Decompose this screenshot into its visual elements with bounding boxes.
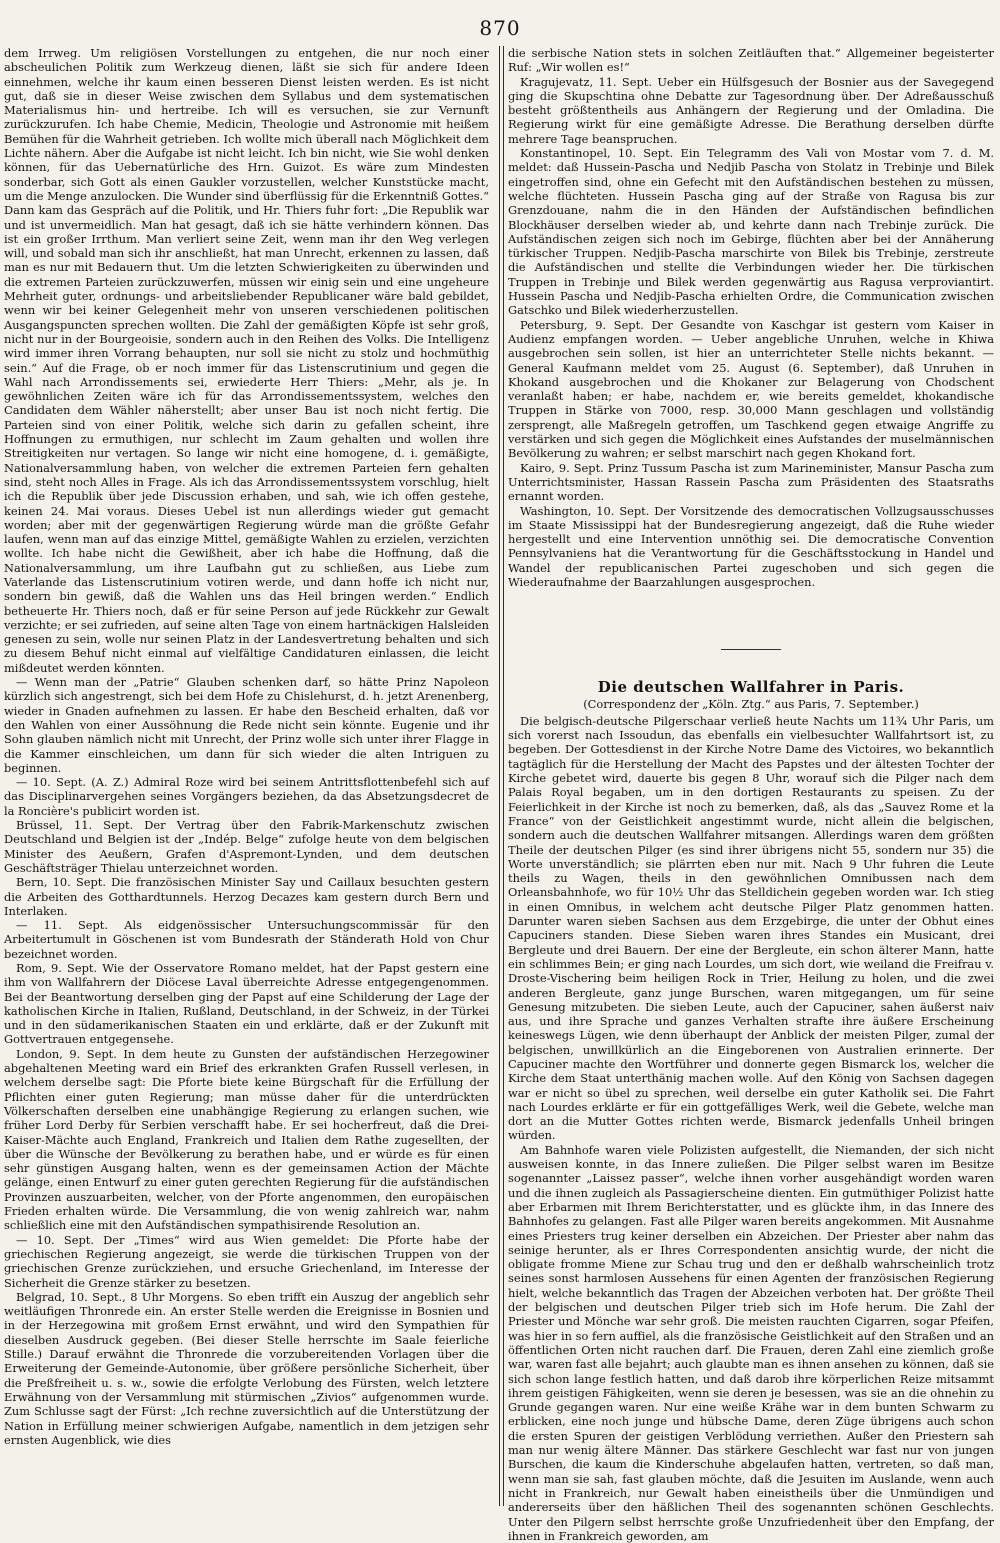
- page-number: 870: [479, 16, 521, 40]
- right-column: [508, 46, 994, 1543]
- news-item-kragujevatz: Kragujevatz, 11. Sept. Ueber ein Hülfsgesuch der Bosnier aus der Savegegend ging die Skupschtina ohne Debatte zur Tagesordnung über. Der Adreßausschuß besteht größtentheils aus Anhängern der Regierung und der Omladina. Die Regierung wirkt für eine gemäßigte Adresse. Die Berathung derselben dürfte mehrere Tage beanspruchen.: [508, 74, 994, 146]
- article-paragraph: — 11. Sept. Als eidgenössischer Untersuchungscommissär für den Arbeitertumult in Göschenen ist vom Bundesrath der Ständerath Hold von Chur bezeichnet worden.: [4, 918, 489, 961]
- article-separator: [721, 649, 781, 650]
- news-item-kairo: Kairo, 9. Sept. Prinz Tussum Pascha ist zum Marineminister, Mansur Pascha zum Unterrichtsminister, Hassan Rassein Pascha zum Präsidenten des Staatsraths ernannt worden.: [508, 460, 994, 504]
- news-item-belgrade: Belgrad, 10. Sept., 8 Uhr Morgens. So eben trifft ein Auszug der angeblich sehr weitläufigen Thronrede ein. An erster Stelle werden die Ereignisse in Bosnien und in der Herzegowina mit großem Ernst erwähnt, und wird den Sympathien für dieselben Ausdruck gegeben. (Bei dieser Stelle herrschte im Saale feierliche Stille.) Darauf erwähnt die Thronrede die vorzubereitenden Vorlagen über die Erweiterung der Gemeinde-Autonomie, über größere persönliche Sicherheit, über die Preßfreiheit u. s. w., sowie die erfolgte Verlobung des Fürsten, welch letztere Erwähnung von der Versammlung mit stürmischen „Zivios“ aufgenommen wurde. Zum Schlusse sagt der Fürst: „Ich rechne zuversichtlich auf die Unterstützung der Nation in Erfüllung meiner schwierigen Aufgabe, namentlich in dem jetzigen sehr ernsten Augenblick, wie dies: [4, 1289, 489, 1447]
- news-item-london: London, 9. Sept. In dem heute zu Gunsten der aufständischen Herzegowiner abgehaltenen Meeting ward ein Brief des erkrankten Grafen Russell verlesen, in welchem derselbe sagt: Die Pforte biete keine Bürgschaft für die Erfüllung der Pflichten einer guten Regierung; man müsse daher für die unterdrückten Völkerschaften derselben eine unabhängige Regierung zu erlangen suchen, wie früher Lord Derby für Serbien verschafft habe. Er sei hocherfreut, daß die Drei-Kaiser-Mächte auch England, Frankreich und Italien dem Rathe zugesellten, der über die Wünsche der Bevölkerung zu berathen habe, und er würde es für einen sehr günstigen Ausgang halten, wenn es der gemeinsamen Action der Mächte gelänge, einen Entwurf zu einer guten gerechten Regierung für die aufständischen Provinzen auszuarbeiten, welcher, von der Pforte angenommen, den europäischen Frieden erhalten würde. Die Versammlung, die von wenig zahlreich war, nahm schließlich eine mit den Aufständischen sympathisirende Resolution an.: [4, 1046, 489, 1233]
- news-item-konstantinopel: Konstantinopel, 10. Sept. Ein Telegramm des Vali von Mostar vom 7. d. M. meldet: daß Hussein-Pascha und Nedjib Pascha von Stolatz in Trebinje und Bilek eingetroffen sind, ohne ein Gefecht mit den Aufständischen bestehen zu müssen, welche flüchteten. Hussein Pascha ging auf der Straße von Ragusa bis zur Grenzdouane, nahm die in den Händen der Aufständischen befindlichen Blockhäuser derselben wieder ab, und kehrte dann nach Trebinje zurück. Die Aufständischen zeigen sich noch im Gebirge, flüchten aber bei der Annäherung türkischer Truppen. Nedjib-Pascha marschirte von Bilek bis Trebinje, zerstreute die Aufständischen und stellte die Verbindungen wieder her. Die türkischen Truppen in Trebinje und Bilek werden gegenwärtig aus Ragusa verproviantirt. Hussein Pascha und Nedjib-Pascha erhielten Ordre, die Communication zwischen Gatschko und Bilek wiederherzustellen.: [508, 146, 994, 318]
- article-paragraph: Am Bahnhofe waren viele Polizisten aufgestellt, die Niemanden, der sich nicht ausweisen konnte, in das Innere zuließen. Die Pilger selbst waren im Besitze sogenannter „Laissez passer“, welche ihnen vorher ausgehändigt worden waren und die ihnen zugleich als Passagierscheine dienten. Ein gutmüthiger Polizist hatte aber Erbarmen mit Ihrem Berichterstatter, und es glückte ihm, in das Innere des Bahnhofes zu gelangen. Fast alle Pilger waren bereits angekommen. Mit Ausnahme eines Priesters trug keiner derselben ein Abzeichen. Der Priester aber nahm das seinige herunter, als er Ihres Correspondenten ansichtig wurde, der nicht die obligate fromme Miene zur Schau trug und den er deßhalb wahrscheinlich trotz seines sonst harmlosen Aussehens für einen Agenten der französischen Regierung hielt, welche bekanntlich das Tragen der Abzeichen verboten hat. Der größte Theil der belgischen und deutschen Pilger trieb sich im Hofe herum. Die Zahl der Priester und Mönche war sehr groß. Die meisten rauchten Cigarren, sogar Pfeifen, was hier in so fern auffiel, als die französische Geistlichkeit auf den Straßen und an öffentlichen Orten nicht rauchen darf. Die Frauen, deren Zahl eine ziemlich große war, waren fast alle bejahrt; auch glaubte man es ihnen ansehen zu können, daß sie sich schon lange festlich hatten, und daß darob ihre körperlichen Reize mitsammt ihrem geistigen Fähigkeiten, wenn sie deren je besessen, was sie an die ohnehin zu Grunde gegangen waren. Nur eine weiße Krähe war in dem bunten Schwarm zu erblicken, eine noch junge und hübsche Dame, deren Züge übrigens auch schon die ersten Spuren der geistigen Verblödung verriethen. Außer den Priestern sah man nur wenig ältere Männer. Das stärkere Geschlecht war fast nur von jungen Burschen, die kaum die Kinderschuhe abgelaufen hatten, vertreten, so daß man, wenn man sie sah, fast glauben möchte, daß die Jesuiten im Auslande, wenn auch nicht in Frankreich, nur Gewalt haben eineistheils über die Unmündigen und andererseits über den häßlichen Theil des sogenannten schönen Geschlechts. Unter den Pilgern selbst herrschte große Unzufriedenheit über den Empfang, der ihnen in Frankreich geworden, am: [508, 1142, 994, 1543]
- article-paragraph: — Wenn man der „Patrie“ Glauben schenken darf, so hätte Prinz Napoleon kürzlich sich angestrengt, sich bei dem Hofe zu Chislehurst, d. h. jetzt Arenenberg, wieder in Gnaden aufnehmen zu lassen. Er habe den Bescheid erhalten, daß vor den Wahlen von einer Aussöhnung die Rede nicht sein könnte. Eugenie und ihr Sohn glauben nämlich nicht mit Unrecht, der Prinz wolle sich unter ihrer Flagge in die Kammer einschleichen, um dann für sich wieder die alten Intriguen zu beginnen.: [4, 675, 489, 775]
- news-item-petersburg: Petersburg, 9. Sept. Der Gesandte von Kaschgar ist gestern vom Kaiser in Audienz empfangen worden. — Ueber angebliche Unruhen, welche in Khiwa ausgebrochen sein sollen, ist hier an unterrichteter Stelle nichts bekannt. — General Kaufmann meldet vom 25. August (6. September), daß Unruhen in Khokand ausgebrochen und die Khokaner zur Belagerung von Chodschent veranlaßt haben; er habe, nachdem er, wie bereits gemeldet, khokandische Truppen in Stärke von 7000, resp. 30,000 Mann geschlagen und vollständig zersprengt, alle Maßregeln getroffen, um Taschkend gegen etwaige Angriffe zu verstärken und sich gegen die Möglichkeit eines Aufstandes der muselmännischen Bevölkerung zu wahren; er selbst marschirt nach gegen Khokand fort.: [508, 317, 994, 461]
- article-title: Die deutschen Wallfahrer in Paris.: [597, 678, 905, 697]
- left-column: [4, 46, 489, 1507]
- article-paragraph: — 10. Sept. (A. Z.) Admiral Roze wird bei seinem Antrittsflottenbefehl sich auf das Disciplinarvergehen seines Vorgängers beziehen, da das Absetzungsdecret de la Roncière's publicirt worden ist.: [4, 775, 489, 818]
- news-item-washington: Washington, 10. Sept. Der Vorsitzende des democratischen Vollzugsausschusses im Staate Mississippi hat der Bundesregierung angezeigt, daß die Ruhe wieder hergestellt und eine Intervention unnöthig sei. Die democratische Convention Pennsylvaniens hat die Verantwortung für die Geschäftsstockung in Handel und Wandel der republicanischen Partei zugeschoben und sich gegen die Wiederaufnahme der Baarzahlungen ausgesprochen.: [508, 503, 994, 589]
- news-item-brussels: Brüssel, 11. Sept. Der Vertrag über den Fabrik-Markenschutz zwischen Deutschland und Belgien ist der „Indép. Belge“ zufolge heute von dem belgischen Minister des Aeußern, Grafen d'Aspremont-Lynden, und dem deutschen Geschäftsträger Thielau unterzeichnet worden.: [4, 818, 489, 875]
- article-subtitle: (Correspondenz der „Köln. Ztg.“ aus Paris, 7. September.): [583, 696, 919, 711]
- article-paragraph: die serbische Nation stets in solchen Zeitläuften that.“ Allgemeiner begeisterter Ruf: „Wir wollen es!“: [508, 46, 994, 75]
- article-paragraph: Die belgisch-deutsche Pilgerschaar verließ heute Nachts um 11¾ Uhr Paris, um sich vorerst nach Issoudun, das ebenfalls ein vielbesuchter Wallfahrtsort ist, zu begeben. Der Gottesdienst in der Kirche Notre Dame des Victoires, wo bekanntlich tagtäglich für die Herstellung der Macht des Papstes und der ältesten Tochter der Kirche gebetet wird, dauerte bis gegen 8 Uhr, worauf sich die Pilger nach dem Palais Royal begaben, um in den dortigen Restaurants zu speisen. Zu der Feierlichkeit in der Kirche ist noch zu bemerken, daß, als das „Sauvez Rome et la France“ von der Geistlichkeit angestimmt wurde, nicht allein die belgischen, sondern auch die deutschen Wallfahrer mitsangen. Allerdings waren dem größten Theile der deutschen Pilger (es sind ihrer übrigens nicht 55, sondern nur 35) die Worte unverständlich; sie plärrten eben nur mit. Nach 9 Uhr fuhren die Leute theils zu Wagen, theils in den gewöhnlichen Omnibussen nach dem Orleansbahnhofe, wo für 10½ Uhr das Stelldichein gegeben worden war. Ich stieg in einen Omnibus, in welchem acht deutsche Pilger Platz genommen hatten. Darunter waren sieben Sachsen aus dem Erzgebirge, die unter der Obhut eines Capuciners standen. Diese Sieben waren ihres Standes ein Musicant, drei Bergleute und drei Bauern. Der eine der Bergleute, ein schon älterer Mann, hatte ein schlimmes Bein; er ging nach Lourdes, um sich dort, wie weiland die Freifrau v. Droste-Vischering beim heiligen Rock in Trier, Heilung zu holen, und die zwei anderen Bergleute, ganz junge Burschen, waren mitgegangen, um für seine Genesung mitzubeten. Die sieben Leute, auch der Capuciner, sahen äußerst naiv aus, und ihre Sprache und ganzes Verhalten strafte ihre äußere Erscheinung keineswegs Lügen, wie denn überhaupt der Anblick der meisten Pilger, zumal der belgischen, unwillkürlich an die Eingeborenen von Australien erinnerte. Der Capuciner machte den Wortführer und donnerte gegen Bismarck los, welcher die Kirche dem Staat unterthänig machen wolle. Auf den König von Sachsen dagegen war er nicht so übel zu sprechen, weil derselbe ein guter Katholik sei. Die Fahrt nach Lourdes erklärte er für ein gottgefälliges Werk, weil die Gebete, welche man dort an die Mutter Gottes richten werde, Bismarck jedenfalls Unheil bringen würden.: [508, 713, 994, 1143]
- article-paragraph: dem Irrweg. Um religiösen Vorstellungen zu entgehen, die nur noch einer abscheulichen Politik zum Werkzeug dienen, läßt sie sich für andere Ideen einnehmen, welche ihr kaum einen besseren Dienst leisten werden. Es ist nicht gut, daß sie in dieser Weise zwischen dem Syllabus und dem systematischen Materialismus hin- und hertreibe. Ich will es versuchen, sie zur Vernunft zurückzurufen. Ich habe Chemie, Medicin, Theologie und Astronomie mit heißem Bemühen für die Wahrheit getrieben. Ich wollte mich überall nach Möglichkeit dem Lichte nähern. Aber die Aufgabe ist nicht leicht. Ich bin nicht, wie Sie wohl denken können, für das Uebernatürliche des Hrn. Guizot. Es wäre zum Mindesten sonderbar, sich Gott als einen Gaukler vorzustellen, welcher Kunststücke macht, um die Menge anzulocken. Die Wunder sind überflüssig für die Erkenntniß Gottes.“ Dann kam das Gespräch auf die Politik, und Hr. Thiers fuhr fort: „Die Republik war und ist unvermeidlich. Man hat gesagt, daß ich sie hätte verhindern können. Das ist ein großer Irrthum. Man verliert seine Zeit, wenn man ihr den Weg verlegen will, und sobald man sich ihr anschließt, hat man Unrecht, erkennen zu lassen, daß man es nur mit Bedauern thut. Um die letzten Schwierigkeiten zu überwinden und die extremen Parteien zurückzuwerfen, müssen wir einig sein und eine ungeheure Mehrheit guter, ordnungs- und arbeitsliebender Republicaner wäre bald gebildet, wenn wir bei keiner Gelegenheit mehr von unseren verschiedenen politischen Ausgangspuncten sprechen wollten. Die Zahl der gemäßigten Köpfe ist sehr groß, nicht nur in der Bourgeoisie, sondern auch in den Reihen des Volks. Die Intelligenz wird immer ihren Vorrang behaupten, nur soll sie nicht zu stolz und hochmüthig sein.“ Auf die Frage, ob er noch immer für das Listenscrutinium und gegen die Wahl nach Arrondissements sei, erwiederte Herr Thiers: „Mehr, als je. In gewöhnlichen Zeiten wäre ich für das Arrondissementssystem, welches den Candidaten dem Wähler näherstellt; aber unser Bau ist noch nicht fertig. Die Parteien sind von einer Politik, welche sich darin zu gefallen scheint, ihre Hoffnungen zu ermuthigen, nur schlecht im Zaum gehalten und wollen ihre Streitigkeiten nur vertagen. So lange wir nicht eine homogene, d. i. gemäßigte, Nationalversammlung haben, von welcher die extremen Parteien fern gehalten sind, steht noch Alles in Frage. Als ich das Arrondissementssystem vorschlug, hielt ich die Republik über jede Discussion erhaben, und sah, wie ich offen gestehe, keinen 24. Mai voraus. Dieses Uebel ist nun allerdings wieder gut gemacht worden; aber mit der gegenwärtigen Regierung würde man die größte Gefahr laufen, wenn man auf das einzige Mittel, gemäßigte Wahlen zu erzielen, verzichten wollte. Ich habe nicht die Gewißheit, aber ich habe die Hoffnung, daß die Nationalversammlung, um ihre Laufbahn gut zu schließen, aus Liebe zum Vaterlande das Listenscrutinium votiren werde, und dann hoffe ich nicht nur, sondern bin gewiß, daß die Wahlen uns das Heil bringen werden.“ Endlich betheuerte Hr. Thiers noch, daß er für seine Person auf jede Rückkehr zur Gewalt verzichte; er sei zufrieden, auf seine alten Tage von einem hartnäckigen Halsleiden genesen zu sein, wolle nur seinen Platz in der Landesvertretung behalten und sich zu diesem Behuf nicht einmal auf vielfältige Candidaturen einlassen, die leicht mißdeutet werden könnten.: [4, 46, 490, 675]
- article-paragraph: — 10. Sept. Der „Times“ wird aus Wien gemeldet: Die Pforte habe der griechischen Regierung angezeigt, sie werde die türkischen Truppen von der griechischen Grenze zurückziehen, und ersuche Griechenland, im Interesse der Sicherheit die Grenze stärker zu besetzen.: [4, 1232, 489, 1290]
- column-divider-second: [503, 46, 504, 1506]
- news-item-bern: Bern, 10. Sept. Die französischen Minister Say und Caillaux besuchten gestern die Arbeiten des Gotthardtunnels. Herzog Decazes kam gestern durch Bern und Interlaken.: [4, 875, 489, 918]
- news-item-rome: Rom, 9. Sept. Wie der Osservatore Romano meldet, hat der Papst gestern eine ihm von Wallfahrern der Diöcese Laval überreichte Adresse entgegengenommen. Bei der Beantwortung derselben ging der Papst auf eine Schilderung der Lage der katholischen Kirche in Italien, Rußland, Deutschland, in der Schweiz, in der Türkei und in den südamerikanischen Staaten ein und erklärte, daß er der Zukunft mit Gottvertrauen entgegensehe.: [4, 961, 489, 1047]
- column-divider: [499, 46, 500, 1506]
